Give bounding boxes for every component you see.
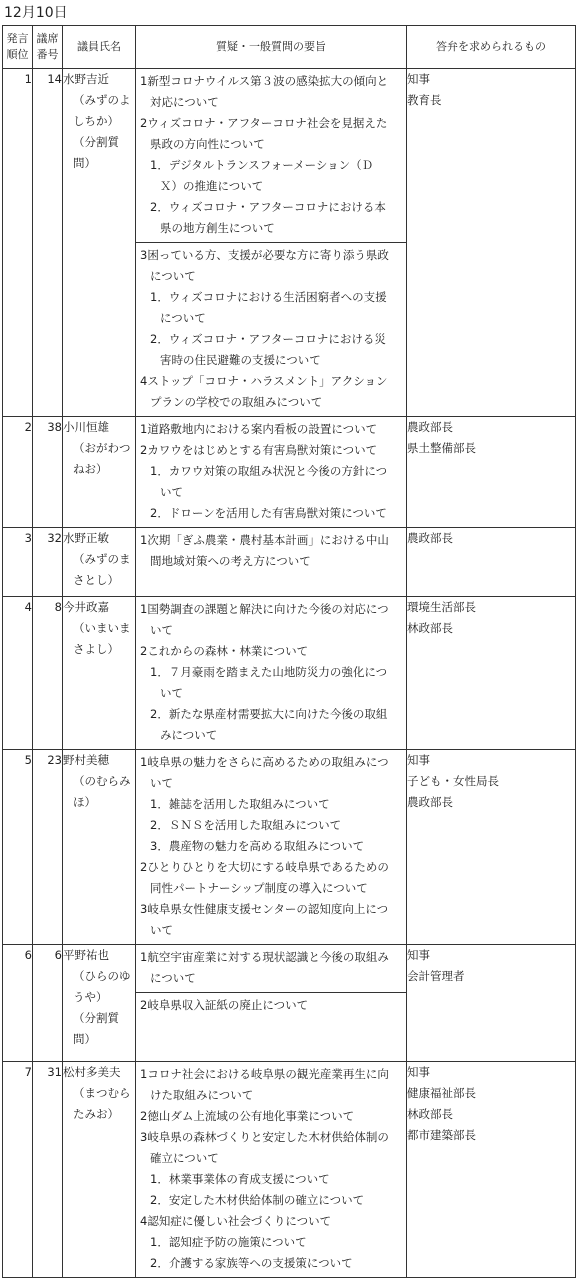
question-line: Ｘ）の推進について (160, 179, 264, 193)
question-line: 2．介護する家族等への支援策について (150, 1256, 353, 1270)
question-line: いて (160, 485, 183, 499)
question-line: 2．安定した木材供給体制の確立について (150, 1193, 365, 1207)
member-name-cell (63, 417, 136, 528)
member-name-reading: （みずのよ (73, 93, 131, 107)
question-line: 1．認知症予防の施策について (150, 1235, 307, 1249)
member-name: 今井政嘉 (63, 600, 109, 614)
member-name-reading: （まつむら (73, 1086, 131, 1100)
respondent-title: 知事 (407, 753, 430, 767)
question-line: 1岐阜県の魅力をさらに高めるための取組みにつ (140, 755, 389, 769)
table-row (3, 750, 576, 945)
question-line: 2ひとりひとりを大切にする岐阜県であるための (140, 860, 389, 874)
question-line: 県の地方創生について (160, 221, 275, 235)
table-row (3, 1062, 576, 1278)
respondent-cell (407, 597, 576, 750)
question-line (140, 1016, 404, 1037)
respondent-title: 子ども・女性局長 (407, 774, 499, 788)
question-line: けた取組みについて (150, 1088, 254, 1102)
question-line: 間地域対策への考え方について (150, 554, 311, 568)
member-name: 水野正敏 (63, 531, 109, 545)
member-name-reading: （いまいま (73, 621, 131, 635)
question-line: いて (150, 923, 173, 937)
respondent-cell (407, 1062, 576, 1278)
question-line: 1航空宇宙産業に対する現状認識と今後の取組み (140, 950, 389, 964)
table-header-row (3, 26, 576, 69)
respondent-title: 知事 (407, 1065, 430, 1079)
question-line: 3．農産物の魅力を高める取組みについて (150, 839, 365, 853)
member-name-reading: さとし） (73, 573, 119, 587)
respondent-cell (407, 417, 576, 528)
question-summary-cell (136, 69, 407, 417)
member-name-reading: （みずのま (73, 552, 131, 566)
table-row (3, 417, 576, 528)
seat-cell: 8 (33, 597, 63, 750)
table-row (3, 69, 576, 417)
member-name-reading: さよし） (73, 642, 119, 656)
respondent-title: 健康福祉部長 (407, 1086, 476, 1100)
member-name-reading: しちか） (73, 114, 119, 128)
member-name-reading: うや） (73, 990, 108, 1004)
question-line: 3岐阜県の森林づくりと安定した木材供給体制の (140, 1130, 389, 1144)
question-block (136, 1062, 406, 1277)
question-line: 1コロナ社会における岐阜県の観光産業再生に向 (140, 1067, 389, 1081)
table-row (3, 528, 576, 597)
order-cell: 1 (3, 69, 33, 417)
question-line: 2ウィズコロナ・アフターコロナ社会を見据えた (140, 116, 388, 130)
question-line: 4認知症に優しい社会づくりについて (140, 1214, 332, 1228)
member-name-reading: （おがわつ (73, 441, 131, 455)
member-name-reading: （ひらのゆ (73, 969, 131, 983)
header-seat: 議席 番号 (33, 26, 63, 69)
question-block (136, 242, 406, 416)
question-line: 同性パートナーシップ制度の導入について (150, 881, 368, 895)
question-line: 2．新たな県産材需要拡大に向けた今後の取組 (150, 707, 388, 721)
question-line: 1．デジタルトランスフォーメーション（Ｄ (150, 158, 374, 172)
question-line: 2．ＳＮＳを活用した取組みについて (150, 818, 342, 832)
order-cell: 4 (3, 597, 33, 750)
seat-cell: 14 (33, 69, 63, 417)
question-line: 対応について (150, 95, 219, 109)
member-name-reading: たみお） (73, 1107, 119, 1121)
table-row (3, 945, 576, 1062)
question-line: について (150, 269, 196, 283)
question-line: について (160, 311, 206, 325)
respondent-title: 教育長 (407, 93, 442, 107)
question-line: 1．雑誌を活用した取組みについて (150, 797, 330, 811)
question-format-note: 問） (73, 1032, 96, 1046)
order-cell: 7 (3, 1062, 33, 1278)
respondent-title: 農政部長 (407, 795, 453, 809)
member-name-cell (63, 945, 136, 1062)
question-line: 2これからの森林・林業について (140, 644, 309, 658)
question-line: 2岐阜県収入証紙の廃止について (140, 998, 309, 1012)
member-name-cell (63, 597, 136, 750)
question-format-note: （分割質 (73, 1011, 119, 1025)
member-name-reading: ねお） (73, 462, 108, 476)
question-line: 害時の住民避難の支援について (160, 353, 321, 367)
question-summary-cell (136, 597, 407, 750)
question-schedule-table (2, 25, 576, 1278)
respondent-title: 林政部長 (407, 1107, 453, 1121)
question-line: 1次期「ぎふ農業・農村基本計画」における中山 (140, 533, 389, 547)
question-summary-cell (136, 750, 407, 945)
respondent-title: 農政部長 (407, 420, 453, 434)
question-line: 1国勢調査の課題と解決に向けた今後の対応につ (140, 602, 389, 616)
question-format-note: （分割質 (73, 135, 119, 149)
respondent-title: 県土整備部長 (407, 441, 476, 455)
member-name-reading: （のむらみ (73, 774, 131, 788)
question-line: 3岐阜県女性健康支援センターの認知度向上につ (140, 902, 389, 916)
question-line: 確立について (150, 1151, 219, 1165)
question-line: 2徳山ダム上流域の公有地化事業について (140, 1109, 355, 1123)
question-line: 3困っている方、支援が必要な方に寄り添う県政 (140, 248, 389, 262)
seat-cell: 6 (33, 945, 63, 1062)
question-line: 1．ウィズコロナにおける生活困窮者への支援 (150, 290, 387, 304)
order-cell: 3 (3, 528, 33, 597)
question-line: について (150, 971, 196, 985)
question-summary-cell (136, 1062, 407, 1278)
respondent-title: 農政部長 (407, 531, 453, 545)
question-line: 1道路敷地内における案内看板の設置について (140, 422, 378, 436)
question-line: 2カワウをはじめとする有害鳥獣対策について (140, 443, 378, 457)
question-line: 2．ウィズコロナ・アフターコロナにおける災 (150, 332, 386, 346)
question-summary-cell (136, 945, 407, 1062)
respondent-title: 林政部長 (407, 621, 453, 635)
question-block (136, 597, 406, 749)
question-line: 1．カワウ対策の取組み状況と今後の方針につ (150, 464, 388, 478)
question-summary-cell (136, 528, 407, 597)
table-body (3, 69, 576, 1278)
question-line: 1．７月豪雨を踏まえた山地防災力の強化につ (150, 665, 388, 679)
question-line: 1新型コロナウイルス第３波の感染拡大の傾向と (140, 74, 389, 88)
page-date: 12月10日 (4, 5, 68, 21)
question-line: いて (150, 623, 173, 637)
header-question: 質疑・一般質問の要旨 (136, 26, 407, 69)
order-cell: 2 (3, 417, 33, 528)
question-block (136, 417, 406, 527)
question-block (136, 69, 406, 242)
question-line (140, 572, 404, 593)
respondent-cell (407, 750, 576, 945)
seat-cell: 38 (33, 417, 63, 528)
seat-cell: 31 (33, 1062, 63, 1278)
member-name-cell (63, 69, 136, 417)
question-line: 4ストップ「コロナ・ハラスメント」アクション (140, 374, 388, 388)
respondent-title: 知事 (407, 72, 430, 86)
seat-cell: 23 (33, 750, 63, 945)
respondent-cell (407, 945, 576, 1062)
member-name-cell (63, 528, 136, 597)
question-summary-cell (136, 417, 407, 528)
question-format-note: 問） (73, 156, 96, 170)
question-block (136, 528, 406, 596)
header-order: 発言 順位 (3, 26, 33, 69)
question-line: プランの学校での取組みについて (150, 395, 323, 409)
question-line: 2．ウィズコロナ・アフターコロナにおける本 (150, 200, 386, 214)
respondent-cell (407, 69, 576, 417)
order-cell: 6 (3, 945, 33, 1062)
respondent-title: 会計管理者 (407, 969, 465, 983)
question-block (136, 750, 406, 944)
header-respondent: 答弁を求められるもの (407, 26, 576, 69)
question-line: みについて (160, 728, 218, 742)
question-line (140, 1037, 404, 1058)
respondent-title: 都市建築部長 (407, 1128, 476, 1142)
seat-cell: 32 (33, 528, 63, 597)
question-line: 2．ドローンを活用した有害鳥獣対策について (150, 506, 387, 520)
question-block (136, 992, 406, 1061)
member-name-reading: ほ） (73, 795, 96, 809)
member-name: 松村多美夫 (63, 1065, 121, 1079)
respondent-cell (407, 528, 576, 597)
respondent-title: 環境生活部長 (407, 600, 476, 614)
member-name: 平野祐也 (63, 948, 109, 962)
member-name: 野村美穂 (63, 753, 109, 767)
member-name-cell (63, 1062, 136, 1278)
question-block (136, 945, 406, 992)
respondent-title: 知事 (407, 948, 430, 962)
order-cell: 5 (3, 750, 33, 945)
question-line: 1．林業事業体の育成支援について (150, 1172, 330, 1186)
member-name-cell (63, 750, 136, 945)
member-name: 水野吉近 (63, 72, 109, 86)
member-name: 小川恒雄 (63, 420, 109, 434)
header-name: 議員氏名 (63, 26, 136, 69)
question-line: いて (150, 776, 173, 790)
question-line: 県政の方向性について (150, 137, 265, 151)
question-line: いて (160, 686, 183, 700)
table-row (3, 597, 576, 750)
